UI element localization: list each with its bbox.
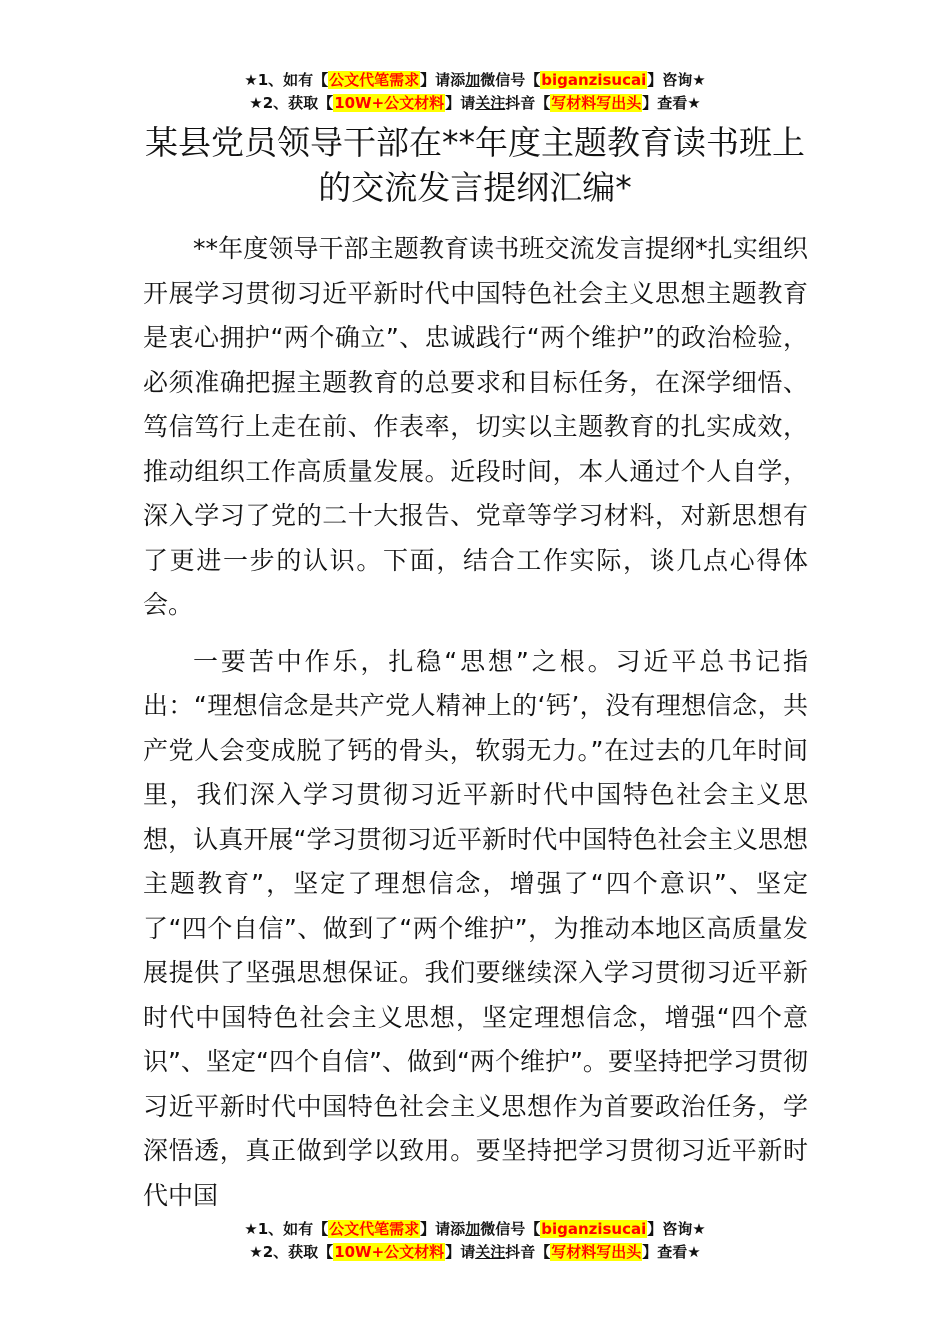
banner-text: ★2、获取【 bbox=[249, 94, 334, 112]
banner-underlined-text: 关注 bbox=[475, 94, 506, 112]
banner-text: 微信号【 bbox=[480, 1220, 541, 1238]
highlight-wechat-id: biganzisucai bbox=[541, 1220, 647, 1238]
banner-text: ★1、如有【 bbox=[244, 71, 329, 89]
banner-text: 】查看★ bbox=[642, 1243, 701, 1261]
banner-text: 】请添 bbox=[420, 1220, 466, 1238]
banner-text: ★2、获取【 bbox=[249, 1243, 334, 1261]
document-title: 某县党员领导干部在**年度主题教育读书班上的交流发言提纲汇编* bbox=[145, 123, 805, 207]
paragraph: 一要苦中作乐，扎稳“思想”之根。习近平总书记指出：“理想信念是共产党人精神上的‘钙’，没有理想信念，共产党人会变成脱了钙的骨头，软弱无力。”在过去的几年时间里，我们深入学习贯彻习近平新时代中国特色社会主义思想，认真开展“学习贯彻习近平新时代中国特色社会主义思想主题教育”，坚定了理想信念，增强了“四个意识”、坚定了“四个自信”、做到了“两个维护”，为推动本地区高质量发展提供了坚强思想保证。我们要继续深入学习贯彻习近平新时代中国特色社会主义思想，坚定理想信念，增强“四个意识”、坚定“四个自信”、做到“两个维护”。要坚持把学习贯彻习近平新时代中国特色社会主义思想作为首要政治任务，学深悟透，真正做到学以致用。要坚持把学习贯彻习近平新时代中国 bbox=[143, 646, 808, 1210]
banner-underlined-text: 加 bbox=[465, 1220, 481, 1238]
banner-text: 】请 bbox=[445, 94, 476, 112]
banner-text: 抖音【 bbox=[505, 94, 551, 112]
document-body bbox=[143, 227, 808, 1218]
banner-underlined-text: 加 bbox=[465, 71, 481, 89]
paragraph: **年度领导干部主题教育读书班交流发言提纲*扎实组织开展学习贯彻习近平新时代中国特色社会主义思想主题教育是衷心拥护“两个确立”、忠诚践行“两个维护”的政治检验，必须准确把握主题教育的总要求和目标任务，在深学细悟、笃信笃行上走在前、作表率，切实以主题教育的扎实成效，推动组织工作高质量发展。近段时间，本人通过个人自学，深入学习了党的二十大报告、党章等学习材料，对新思想有了更进一步的认识。下面，结合工作实际，谈几点心得体会。 bbox=[143, 234, 808, 619]
banner-line-2 bbox=[0, 92, 950, 115]
highlight-service: 公文代笔需求 bbox=[329, 71, 420, 89]
banner-text: ★1、如有【 bbox=[244, 1220, 329, 1238]
highlight-materials: 10W+公文材料 bbox=[334, 94, 445, 112]
footer-banner bbox=[0, 1218, 950, 1264]
header-banner bbox=[0, 69, 950, 115]
banner-text: 】请 bbox=[445, 1243, 476, 1261]
highlight-service: 公文代笔需求 bbox=[329, 1220, 420, 1238]
highlight-materials: 10W+公文材料 bbox=[334, 1243, 445, 1261]
banner-text: 】请添 bbox=[420, 71, 466, 89]
banner-text: 抖音【 bbox=[505, 1243, 551, 1261]
highlight-douyin-account: 写材料写出头 bbox=[551, 1243, 642, 1261]
highlight-wechat-id: biganzisucai bbox=[541, 71, 647, 89]
highlight-douyin-account: 写材料写出头 bbox=[551, 94, 642, 112]
banner-line-1 bbox=[0, 1218, 950, 1241]
banner-text: 】咨询★ bbox=[647, 1220, 706, 1238]
banner-line-2 bbox=[0, 1241, 950, 1264]
banner-text: 微信号【 bbox=[480, 71, 541, 89]
banner-underlined-text: 关注 bbox=[475, 1243, 506, 1261]
banner-text: 】查看★ bbox=[642, 94, 701, 112]
banner-text: 】咨询★ bbox=[647, 71, 706, 89]
banner-line-1 bbox=[0, 69, 950, 92]
